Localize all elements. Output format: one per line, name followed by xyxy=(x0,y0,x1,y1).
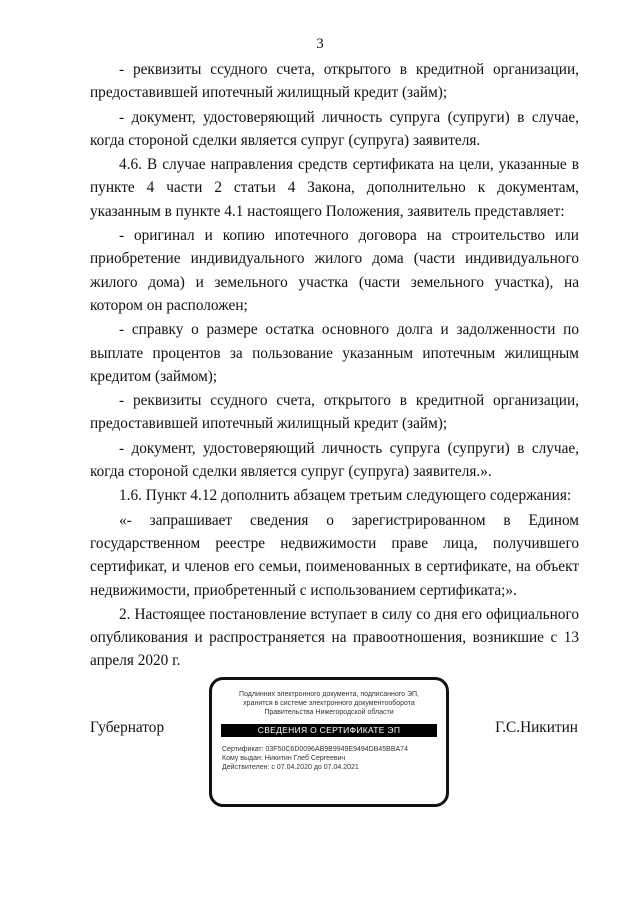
stamp-title: СВЕДЕНИЯ О СЕРТИФИКАТЕ ЭП xyxy=(221,724,437,737)
electronic-signature-stamp xyxy=(209,677,449,807)
paragraph-mortgage-contract: - оригинал и копию ипотечного договора на строительство или приобретение индивидуального жилого дома (части индивидуального жилого дома) и земельного участка (части земельного участка), на котором он расположен; xyxy=(90,227,579,314)
paragraph-registry-request: «- запрашивает сведения о зарегистрированном в Едином государственном реестре недвижимости праве лица, получившего сертификат, и членов его семьи, поименованных в сертификате, на объект недвижимости, приобретенный с использованием сертификата;». xyxy=(90,511,579,599)
page-number: 3 xyxy=(316,36,324,52)
signatory-position: Губернатор xyxy=(90,719,165,736)
stamp-certificate: Сертификат: 03F50C6D0096AB9B9949E9494DB45BBA74 xyxy=(222,746,408,753)
paragraph-loan-account-details-2: - реквизиты ссудного счета, открытого в кредитной организации, предоставившей ипотечный жилищный кредит (займ); xyxy=(90,392,579,433)
paragraph-effective-date: 2. Настоящее постановление вступает в силу со дня его официального опубликования и распространяется на правоотношения, возникшие с 13 апреля 2020 г. xyxy=(90,605,579,670)
paragraph-debt-balance-certificate: - справку о размере остатка основного долга и задолженности по выплате процентов за пользование указанным ипотечным жилищным кредитом (займом); xyxy=(90,321,579,385)
paragraph-clause-1-6: 1.6. Пункт 4.12 дополнить абзацем третьим следующего содержания: xyxy=(119,487,572,505)
paragraph-loan-account-details: - реквизиты ссудного счета, открытого в кредитной организации, предоставившей ипотечный жилищный кредит (займ); xyxy=(90,61,579,102)
stamp-issued-to: Кому выдан: Никитин Глеб Сергеевич xyxy=(222,755,346,762)
document-body xyxy=(90,58,579,674)
stamp-header-line: Правительства Нижегородской области xyxy=(264,709,394,716)
stamp-details xyxy=(222,745,446,772)
stamp-header xyxy=(212,690,446,717)
paragraph-spouse-id-document-2: - документ, удостоверяющий личность супруга (супруги) в случае, когда стороной сделки является супруг (супруга) заявителя.». xyxy=(90,439,579,481)
paragraph-spouse-id-document: - документ, удостоверяющий личность супруга (супруги) в случае, когда стороной сделки является супруг (супруга) заявителя. xyxy=(90,108,579,149)
stamp-header-line: хранится в системе электронного документооборота xyxy=(243,700,415,707)
signatory-name: Г.С.Никитин xyxy=(495,719,578,736)
paragraph-clause-4-6: 4.6. В случае направления средств сертификата на цели, указанные в пункте 4 части 2 статьи 4 Закона, дополнительно к документам, указанным в пункте 4.1 настоящего Положения, заявитель представляет: xyxy=(90,156,579,220)
stamp-header-line: Подлинних электронного документа, подписанного ЭП, xyxy=(239,691,419,698)
stamp-validity: Действителен: с 07.04.2020 до 07.04.2021 xyxy=(222,764,359,771)
